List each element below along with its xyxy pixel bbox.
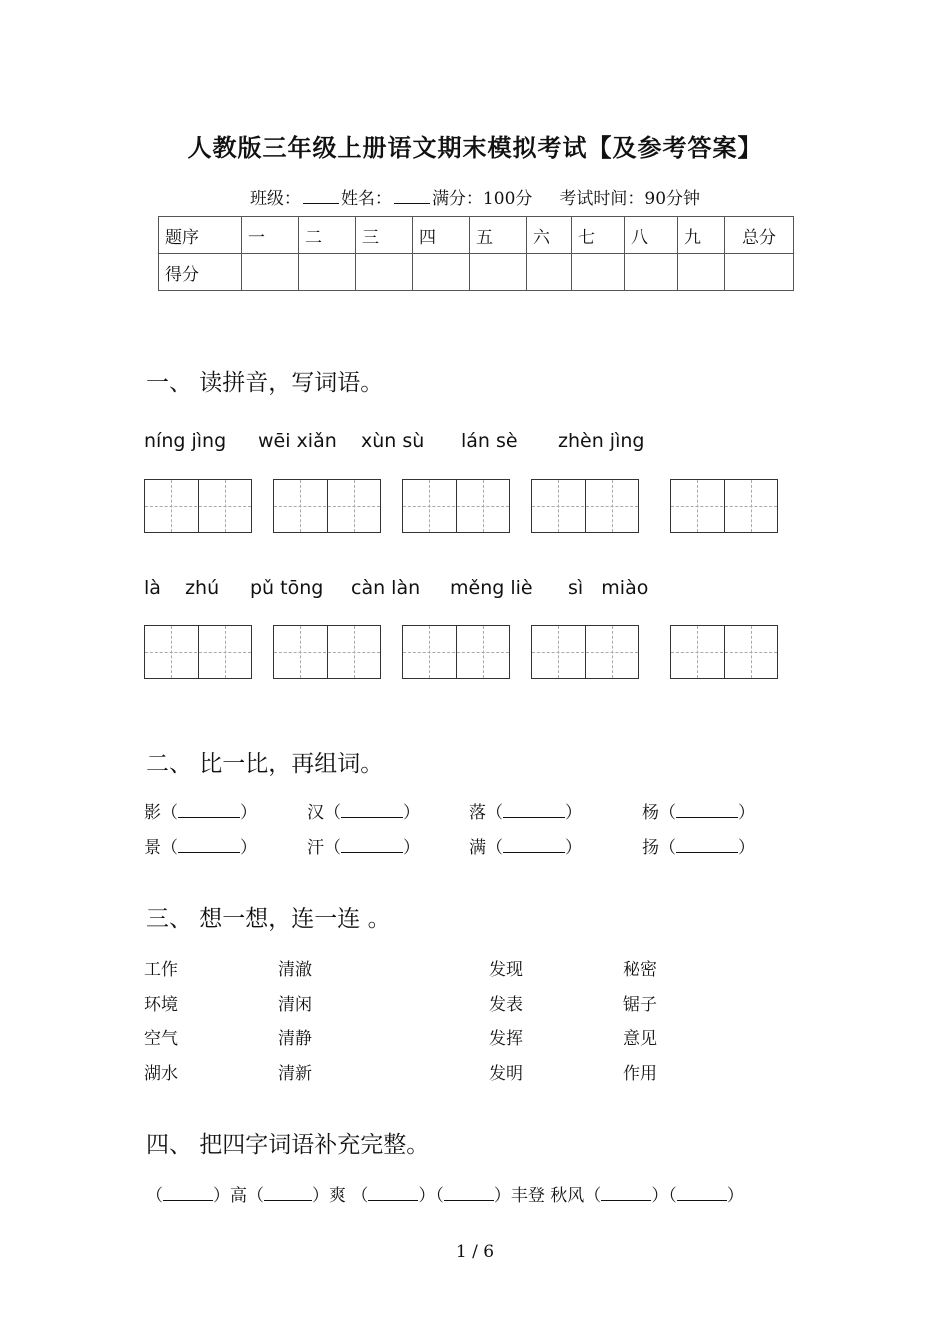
score-table-score-row <box>159 254 794 291</box>
page-title: 人教版三年级上册语文期末模拟考试【及参考答案】 <box>187 133 763 162</box>
close-paren: ） <box>565 838 582 858</box>
idiom-text: ）丰登 秋风（ <box>493 1186 602 1206</box>
close-paren: ） <box>403 838 420 858</box>
pinyin-label: sì miào <box>568 577 649 599</box>
compare-char: 杨（ <box>642 803 676 823</box>
score-table <box>158 216 794 291</box>
table-header-cell: 五 <box>470 217 527 254</box>
section2-title: 二、 比一比，再组词。 <box>146 751 384 777</box>
score-cell[interactable] <box>678 254 725 291</box>
compare-item <box>144 798 257 823</box>
compare-char: 汗（ <box>307 838 341 858</box>
table-header-cell: 一 <box>242 217 299 254</box>
writing-grid[interactable] <box>402 625 510 679</box>
answer-blank[interactable] <box>601 1186 651 1201</box>
score-row-label: 得分 <box>159 254 242 291</box>
score-cell[interactable] <box>625 254 678 291</box>
table-header-cell: 六 <box>527 217 572 254</box>
compare-char: 景（ <box>144 838 178 858</box>
answer-blank[interactable] <box>368 1186 418 1201</box>
match-word[interactable]: 秘密 <box>623 960 657 980</box>
score-cell[interactable] <box>242 254 299 291</box>
match-word[interactable]: 环境 <box>144 995 178 1015</box>
score-cell[interactable] <box>356 254 413 291</box>
exam-info <box>0 184 950 209</box>
writing-grid[interactable] <box>144 625 252 679</box>
pinyin-label: là zhú <box>144 577 220 599</box>
table-header-cell: 九 <box>678 217 725 254</box>
score-cell[interactable] <box>572 254 625 291</box>
match-word[interactable]: 清澈 <box>278 960 312 980</box>
idiom-text: ）（ <box>651 1186 677 1206</box>
table-header-cell: 八 <box>625 217 678 254</box>
full-score: 满分：100分 <box>431 189 533 209</box>
answer-blank[interactable] <box>178 838 240 853</box>
close-paren: ） <box>565 803 582 823</box>
pinyin-label: xùn sù <box>361 430 425 452</box>
answer-blank[interactable] <box>341 803 403 818</box>
section4-title: 四、 把四字词语补充完整。 <box>146 1132 430 1158</box>
page-number: 1 / 6 <box>455 1242 495 1262</box>
compare-char: 满（ <box>469 838 503 858</box>
answer-blank[interactable] <box>178 803 240 818</box>
table-header-cell: 四 <box>413 217 470 254</box>
answer-blank[interactable] <box>444 1186 494 1201</box>
match-word[interactable]: 发挥 <box>489 1029 523 1049</box>
match-word[interactable]: 意见 <box>623 1029 657 1049</box>
match-word[interactable]: 锯子 <box>623 995 657 1015</box>
idiom-text: （ <box>146 1186 163 1206</box>
compare-item <box>642 833 755 858</box>
answer-blank[interactable] <box>676 838 738 853</box>
answer-blank[interactable] <box>676 803 738 818</box>
section1-title: 一、 读拼音，写词语。 <box>146 370 384 396</box>
writing-grid[interactable] <box>531 625 639 679</box>
table-header-cell: 三 <box>356 217 413 254</box>
table-header-cell: 总分 <box>725 217 794 254</box>
answer-blank[interactable] <box>503 803 565 818</box>
answer-blank[interactable] <box>677 1186 727 1201</box>
idiom-text: ）高（ <box>213 1186 264 1206</box>
writing-grid[interactable] <box>144 479 252 533</box>
match-word[interactable]: 发表 <box>489 995 523 1015</box>
compare-char: 汉（ <box>307 803 341 823</box>
compare-char: 扬（ <box>642 838 676 858</box>
match-word[interactable]: 清闲 <box>278 995 312 1015</box>
writing-grid[interactable] <box>531 479 639 533</box>
score-cell[interactable] <box>725 254 794 291</box>
close-paren: ） <box>240 803 257 823</box>
pinyin-label: wēi xiǎn <box>258 430 337 452</box>
close-paren: ） <box>403 803 420 823</box>
score-cell[interactable] <box>470 254 527 291</box>
answer-blank[interactable] <box>264 1186 312 1201</box>
match-word[interactable]: 湖水 <box>144 1064 178 1084</box>
compare-item <box>642 798 755 823</box>
answer-blank[interactable] <box>163 1186 213 1201</box>
match-word[interactable]: 清静 <box>278 1029 312 1049</box>
score-table-header-row <box>159 217 794 254</box>
answer-blank[interactable] <box>503 838 565 853</box>
match-word[interactable]: 空气 <box>144 1029 178 1049</box>
idiom-text: ）（ <box>418 1186 444 1206</box>
score-cell[interactable] <box>299 254 356 291</box>
name-blank[interactable] <box>394 189 430 204</box>
close-paren: ） <box>240 838 257 858</box>
pinyin-label: lán sè <box>461 430 518 452</box>
exam-time: 考试时间：90分钟 <box>559 189 701 209</box>
class-label: 班级： <box>249 189 301 209</box>
name-label: 姓名： <box>340 189 392 209</box>
compare-char: 落（ <box>469 803 503 823</box>
close-paren: ） <box>738 838 755 858</box>
writing-grid[interactable] <box>670 625 778 679</box>
table-header-cell: 二 <box>299 217 356 254</box>
match-word[interactable]: 发明 <box>489 1064 523 1084</box>
match-word[interactable]: 工作 <box>144 960 178 980</box>
idiom-text: ）爽 （ <box>312 1186 369 1206</box>
answer-blank[interactable] <box>341 838 403 853</box>
pinyin-label: càn làn <box>351 577 421 599</box>
close-paren: ） <box>738 803 755 823</box>
table-header-cell: 七 <box>572 217 625 254</box>
writing-grid[interactable] <box>402 479 510 533</box>
pinyin-label: pǔ tōng <box>250 577 324 599</box>
idiom-line <box>146 1181 744 1206</box>
match-word[interactable]: 作用 <box>623 1064 657 1084</box>
compare-char: 影（ <box>144 803 178 823</box>
match-word[interactable]: 发现 <box>489 960 523 980</box>
idiom-text: ） <box>726 1186 744 1206</box>
compare-item <box>144 833 257 858</box>
writing-grid[interactable] <box>273 479 381 533</box>
class-blank[interactable] <box>303 189 339 204</box>
compare-item <box>469 833 582 858</box>
pinyin-label: níng jìng <box>144 430 227 452</box>
score-cell[interactable] <box>527 254 572 291</box>
score-cell[interactable] <box>413 254 470 291</box>
match-word[interactable]: 清新 <box>278 1064 312 1084</box>
writing-grid[interactable] <box>670 479 778 533</box>
compare-item <box>307 798 420 823</box>
pinyin-label: měng liè <box>450 577 533 599</box>
section3-title: 三、 想一想，连一连 。 <box>146 906 391 932</box>
pinyin-label: zhèn jìng <box>558 430 645 452</box>
compare-item <box>307 833 420 858</box>
compare-item <box>469 798 582 823</box>
table-header-cell: 题序 <box>159 217 242 254</box>
writing-grid[interactable] <box>273 625 381 679</box>
